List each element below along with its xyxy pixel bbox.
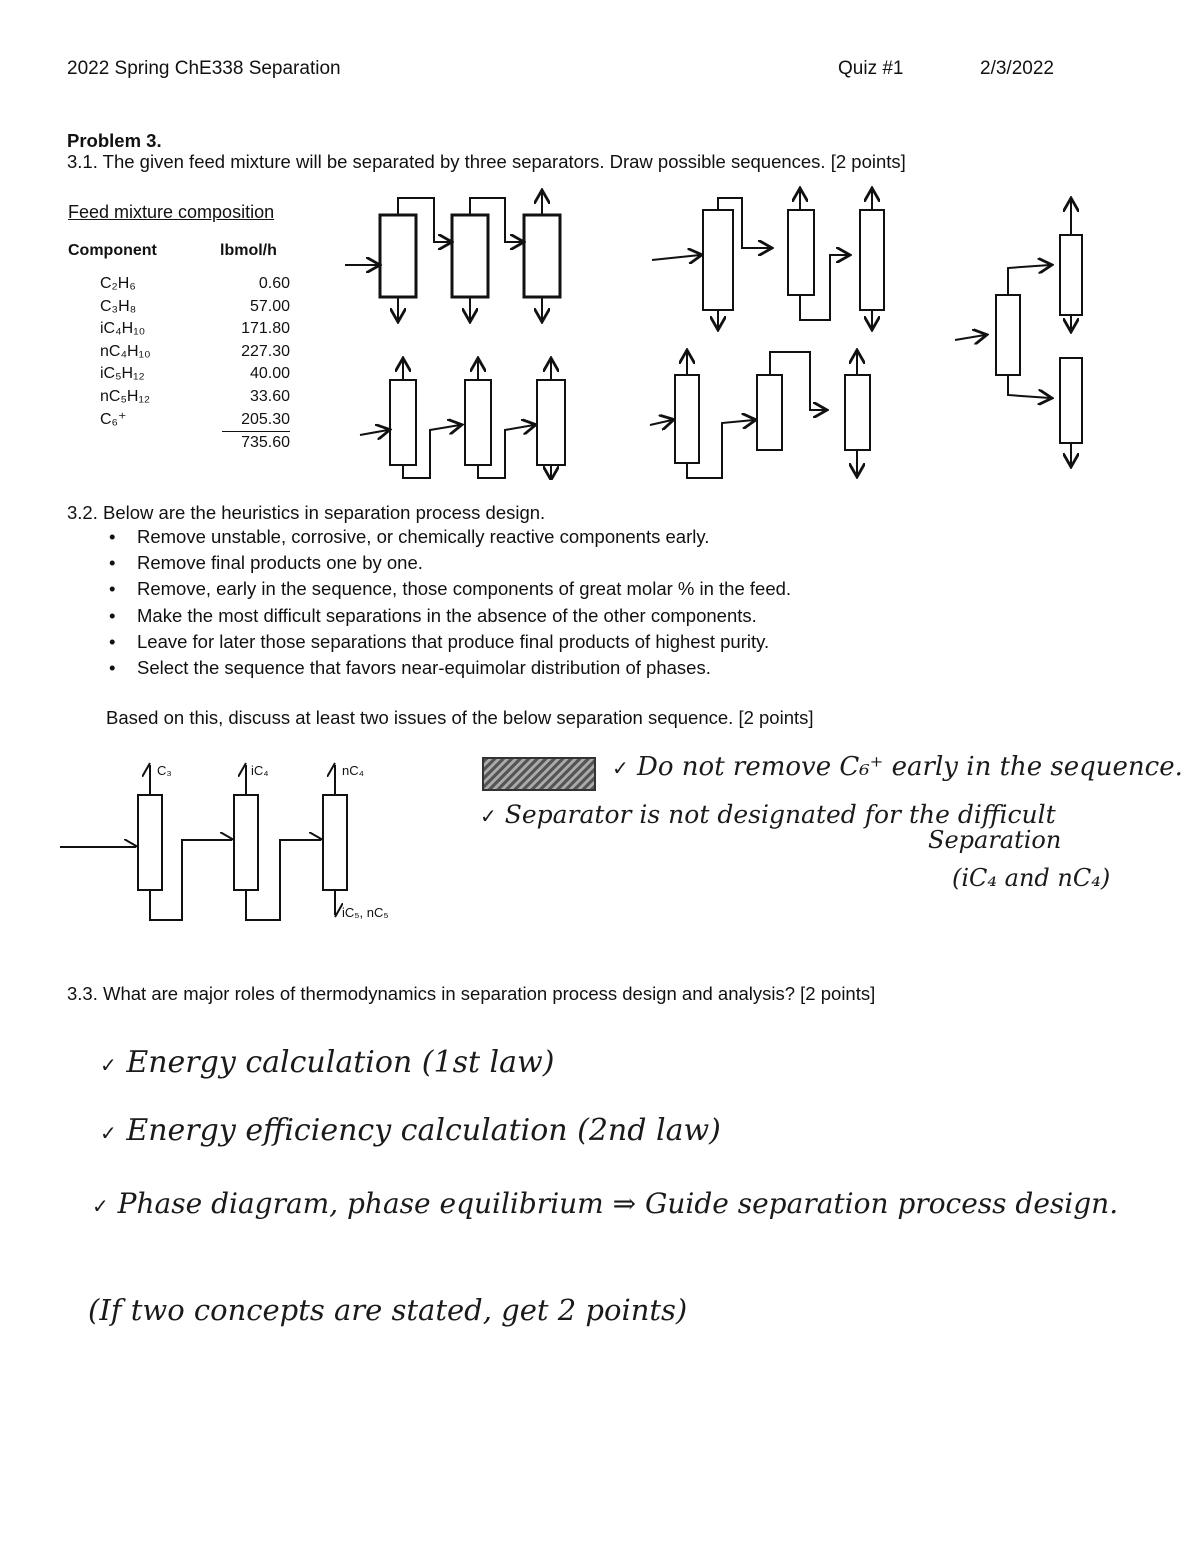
question-3-1: 3.1. The given feed mixture will be separated by three separators. Draw possible sequences. [2 points] (67, 151, 906, 172)
feed-component: nC₅H₁₂ (100, 387, 151, 405)
feed-flow: 33.60 (249, 387, 290, 405)
question-3-2-task: Based on this, discuss at least two issues of the below separation sequence. [2 points] (106, 707, 814, 728)
feed-flow: 205.30 (241, 410, 290, 428)
problem-title: Problem 3. (67, 130, 162, 151)
given-sequence-diagram (55, 755, 435, 935)
feed-flow: 227.30 (241, 342, 290, 360)
heuristic-item: • Leave for later those separations that produce final products of highest purity. (137, 629, 791, 655)
feed-component: iC₅H₁₂ (100, 365, 145, 383)
question-3-3: 3.3. What are major roles of thermodynamics in separation process design and analysis? [2 points] (67, 983, 876, 1004)
sketch-4 (360, 360, 565, 478)
feed-component: nC₄H₁₀ (100, 342, 151, 360)
answer-text: Phase diagram, phase equilibrium ⇒ Guide separation process design. (117, 1187, 1119, 1220)
answer-text: Do not remove C₆⁺ early in the sequence. (637, 752, 1183, 782)
check-mark: ✓ (92, 1194, 109, 1218)
feed-total: 735.60 (222, 431, 290, 455)
crossed-out-scribble (482, 757, 596, 791)
quiz-label: Quiz #1 (838, 58, 904, 79)
answer-3-2-line-3: Separation (928, 826, 1062, 854)
heuristics-list (67, 524, 791, 681)
sketch-1 (345, 192, 560, 320)
feed-component: C₃H₈ (100, 297, 137, 315)
answer-3-2-line-4: (iC₄ and nC₄) (952, 864, 1111, 892)
feed-component: iC₄H₁₀ (100, 320, 146, 338)
label-c5: iC₅, nC₅ (342, 905, 389, 920)
feed-flow: 171.80 (241, 320, 290, 338)
sketch-5 (650, 352, 870, 478)
answer-text: Energy efficiency calculation (2nd law) (126, 1113, 721, 1148)
sketch-2 (652, 190, 884, 328)
quiz-date: 2/3/2022 (980, 58, 1054, 79)
column-3 (323, 795, 347, 890)
heuristic-item: • Remove, early in the sequence, those components of great molar % in the feed. (137, 576, 791, 602)
answer-text: Separator is not designated for the difficult (504, 800, 1056, 829)
course-title: 2022 Spring ChE338 Separation (67, 58, 341, 79)
answer-3-3-item-3 (92, 1187, 1118, 1220)
check-mark: ✓ (100, 1121, 117, 1145)
feed-flow-list (222, 273, 290, 455)
question-3-2-intro: 3.2. Below are the heuristics in separation process design. (67, 502, 546, 523)
feed-col-component: Component (68, 242, 157, 259)
heuristic-item: • Remove final products one by one. (137, 550, 791, 576)
feed-flow: 0.60 (258, 275, 290, 292)
feed-component: C₂H₆ (100, 275, 136, 292)
answer-3-2-line-2 (480, 800, 1056, 829)
feed-table-title: Feed mixture composition (68, 202, 275, 222)
check-mark: ✓ (100, 1053, 117, 1077)
column-2 (234, 795, 258, 890)
heuristic-item: • Remove unstable, corrosive, or chemically reactive components early. (137, 524, 791, 550)
feed-flow: 57.00 (249, 297, 290, 315)
check-mark: ✓ (480, 804, 497, 828)
grading-note: (If two concepts are stated, get 2 points) (88, 1293, 688, 1327)
answer-3-3-item-1 (100, 1045, 554, 1080)
label-c3: C₃ (157, 763, 172, 778)
feed-component-list (100, 273, 200, 431)
answer-text: Energy calculation (1st law) (126, 1045, 555, 1080)
sketch-3 (955, 200, 1082, 465)
label-ic4: iC₄ (251, 763, 269, 778)
feed-col-flow: lbmol/h (220, 242, 277, 259)
heuristic-item: • Make the most difficult separations in the absence of the other components. (137, 603, 791, 629)
answer-3-3-item-2 (100, 1113, 721, 1148)
heuristic-item: • Select the sequence that favors near-equimolar distribution of phases. (137, 655, 791, 681)
sequence-sketches (330, 180, 1130, 480)
column-1 (138, 795, 162, 890)
feed-flow: 40.00 (249, 365, 290, 383)
answer-3-2-line-1 (612, 752, 1183, 782)
check-mark: ✓ (612, 756, 629, 780)
label-nc4: nC₄ (342, 763, 364, 778)
feed-component: C₆⁺ (100, 410, 127, 428)
